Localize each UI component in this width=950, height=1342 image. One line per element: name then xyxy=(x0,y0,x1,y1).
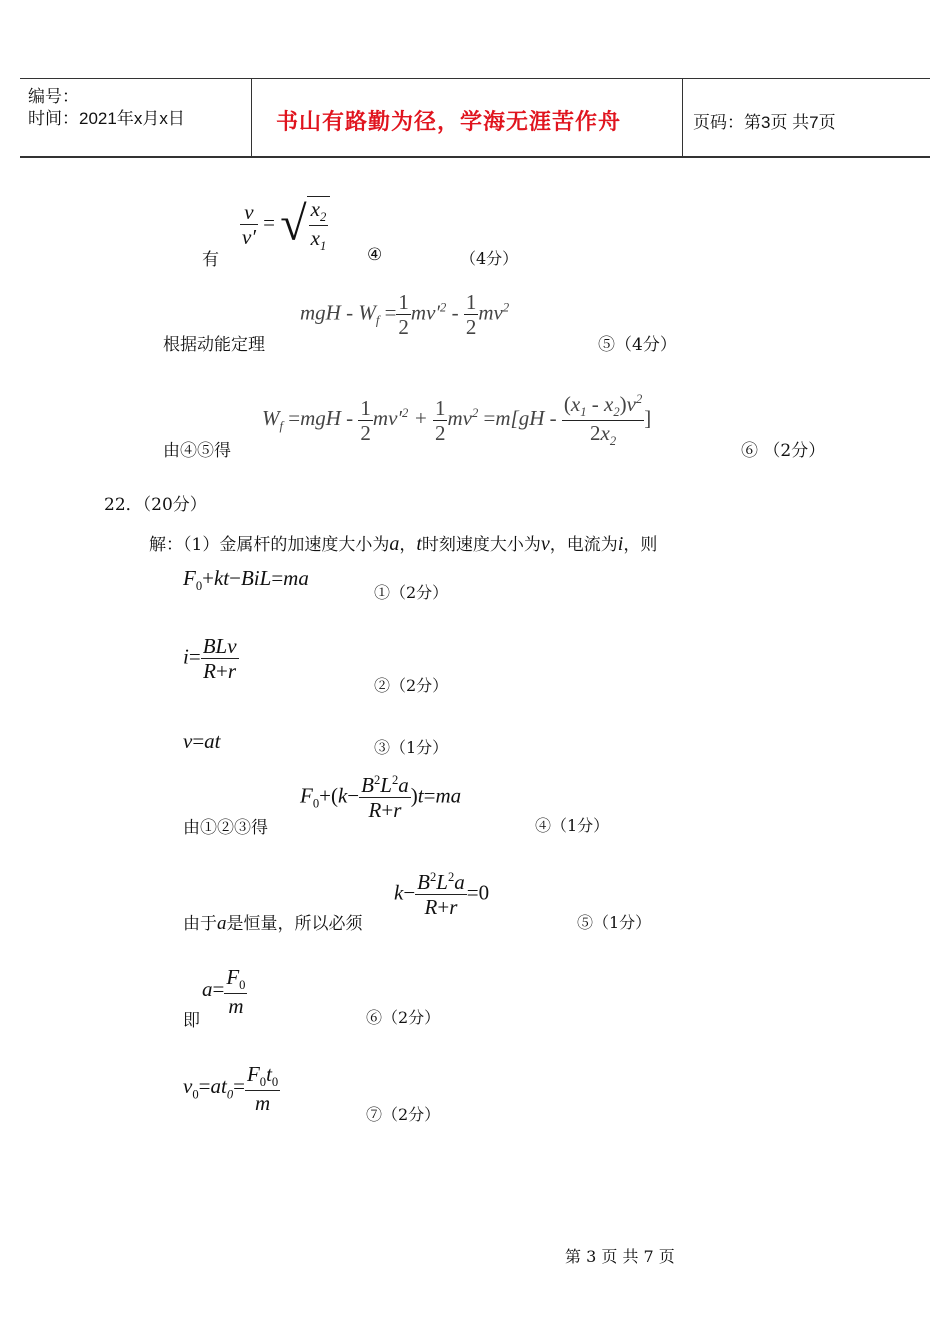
serial-label: 编号： xyxy=(28,87,79,106)
q22-intro xyxy=(149,530,657,556)
s7-marker: ⑦（2分） xyxy=(366,1105,441,1124)
eq6-formula: $W_f =mgH$ - $\frac{1}{2}$ $mv'^2$ + $\frac{1}{2}$ $mv^2 =m[gH$ - $\frac{(x_1 - x_2)v^2}{2x_2}$ ] xyxy=(262,392,652,448)
q22-intro-part-2: ， xyxy=(399,535,417,555)
s1-formula: $F_0+kt-BiL=ma$ xyxy=(183,566,309,594)
s3-marker: ③（1分） xyxy=(374,738,449,757)
header-divider-2 xyxy=(682,79,683,156)
s5-formula: k− $\frac{B^2L^2a}{R+r}$ =0 xyxy=(394,870,490,920)
header-bottom-border xyxy=(20,156,930,158)
eq4-score: （4分） xyxy=(460,249,519,268)
q22-intro-part-4: ，电流为 xyxy=(549,535,618,555)
eq5-prefix: 根据动能定理 xyxy=(163,335,265,355)
page-indicator: 页码：第3页 共7页 xyxy=(693,113,836,132)
q22-intro-part-5: ，则 xyxy=(623,535,658,555)
eq5-marker: ⑤（4分） xyxy=(598,335,677,355)
eq6-prefix: 由④⑤得 xyxy=(163,441,231,461)
footer-page-number: 第 3 页 共 7 页 xyxy=(565,1247,675,1266)
s5-prefix xyxy=(183,909,363,935)
s5-marker: ⑤（1分） xyxy=(577,913,652,932)
q22-intro-var-v: v xyxy=(540,533,550,555)
s3-formula: v=at xyxy=(183,729,221,753)
time-label: 时间：2021年x月x日 xyxy=(28,109,185,128)
header-divider-1 xyxy=(251,79,252,156)
eq4-prefix: 有 xyxy=(202,250,219,270)
q22-heading: 22．（20分） xyxy=(104,495,207,515)
q22-intro-part-3: 时刻速度大小为 xyxy=(421,535,541,555)
s5-prefix-var-a: a xyxy=(217,913,227,934)
s4-formula: $F_0+(k-$ $\frac{B^2L^2a}{R+r}$ )t=ma xyxy=(300,773,462,823)
s4-marker: ④（1分） xyxy=(535,816,610,835)
s6-formula: a= $\frac{F_0}{m}$ xyxy=(202,965,246,1018)
s2-marker: ②（2分） xyxy=(374,676,449,695)
eq4-marker: ④ xyxy=(367,245,383,265)
eq5-formula: mgH - $W_f$ = $\frac{1}{2}$ $mv'^2$ - $\frac{1}{2}$ $mv^2$ xyxy=(300,290,510,340)
s4-prefix: 由①②③得 xyxy=(183,818,268,838)
s5-prefix-part-1: 由于 xyxy=(183,914,217,934)
header-top-border xyxy=(20,78,930,79)
s1-marker: ①（2分） xyxy=(374,583,449,602)
motto-title: 书山有路勤为径，学海无涯苦作舟 xyxy=(276,110,622,135)
s2-formula: i= $\frac{\text{BLv}}{R+r}$ xyxy=(183,634,237,684)
s6-marker: ⑥（2分） xyxy=(366,1008,441,1027)
s6-prefix: 即 xyxy=(183,1011,200,1031)
eq4-formula: $\frac{v}{v'}$ = √ $\frac{x_2}{x_1}$ xyxy=(240,196,330,253)
q22-intro-var-a: a xyxy=(389,533,400,555)
s7-formula: $v_0=at_0=$ $\frac{F_0t_0}{m}$ xyxy=(183,1062,279,1115)
q22-intro-part-1: 解：（1）金属杆的加速度大小为 xyxy=(149,535,390,555)
eq6-marker: ⑥ （2分） xyxy=(741,441,826,461)
q22-intro-var-t: t xyxy=(416,533,422,555)
s5-prefix-part-2: 是恒量，所以必须 xyxy=(226,914,363,934)
q22-intro-var-i: i xyxy=(617,533,624,555)
